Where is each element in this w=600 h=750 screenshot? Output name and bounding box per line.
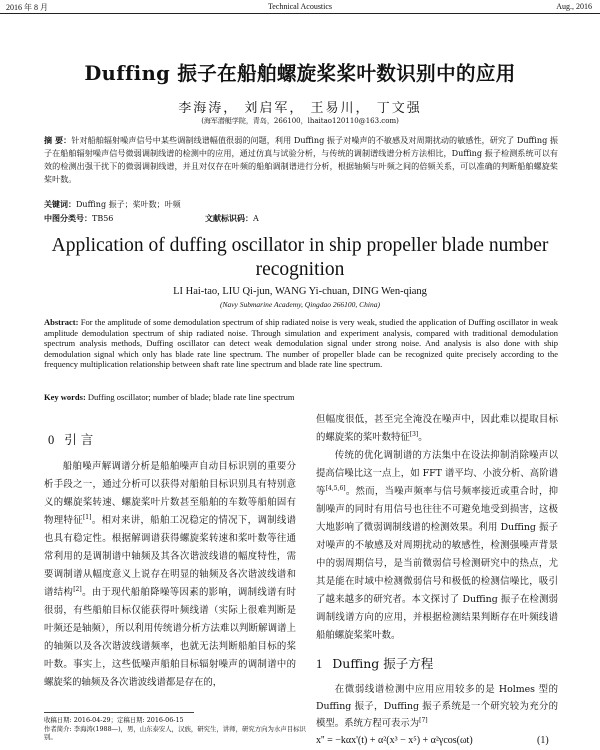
doc-code-cn-text: A [253, 214, 259, 223]
classification-cn-label: 中图分类号： [44, 213, 92, 223]
footnote-author: 作者简介: 李海涛(1988—)，男，山东泰安人，汉族，研究生，讲师，研究方向为水声目标识别。 [44, 724, 306, 742]
intro-ref-2: [2] [73, 585, 82, 593]
keywords-cn-label: 关键词： [44, 199, 76, 209]
intro-text-c: 。由于现代船舶降噪等因素的影响，调制线谱有时很弱，有些船舶目标仅能获得叶频线谱（实际上很难判断是叶频还是轴频），所以利用传统谱分析方法难以判断解调谱上的轴频以及各次谐波线谱频率，也就无法判断船舶目标的桨叶数。事实上，这些低噪声船舶目标辐射噪声的调制谱中的螺旋桨的轴频及各次谐波线谱都是存在的， [44, 587, 296, 688]
affiliation-cn: (海军潜艇学院，青岛，266100，lhaitao120110@163.com) [201, 117, 399, 125]
section-1-number: 1 [316, 657, 323, 671]
duffing-text: 在微弱线谱检测中应用应用较多的是 Holmes 型的 Duffing 振子，Duffing 振子系统是一个研究较为充分的模型。系统方程可表示为 [316, 684, 558, 729]
abstract-cn [44, 134, 558, 186]
title-cn: Duffing 振子在船舶螺旋桨桨叶数识别中的应用 [84, 62, 516, 85]
right-column [316, 411, 558, 645]
keywords-en-text: Duffing oscillator; number of blade; blade rate line spectrum [87, 392, 295, 402]
footnote-rule [44, 712, 194, 713]
section-1-body [316, 681, 558, 732]
intro-text-b: 。相对来讲，船舶工况稳定的情况下，调制线谱也具有稳定性。根据解调谱获得螺旋桨转速和桨叶数等往通常利用的是调制谱中轴频及其各次谐波线谱的幅度特性，需要调制谱从幅度意义上说存在明显的轴频及各次谐波线谱和谱结构 [44, 515, 296, 598]
equation-1: x'' = −kαx'(t) + α²(x³ − x⁵) + α²γcos(ωt) [316, 735, 473, 746]
header-date-en: Aug., 2016 [556, 2, 592, 11]
left-column [44, 458, 296, 692]
affiliation-en: (Navy Submarine Academy, Qingdao 266100, China) [219, 300, 381, 309]
title-en: Application of duffing oscillator in ship propeller blade number recognition [51, 235, 549, 280]
method-text-a: 传统的优化调制谱的方法集中在设法抑制消除噪声以提高信噪比这一点上，如 FFT 谱平均、小波分析、高阶谱等 [316, 450, 558, 497]
doc-code-cn-label: 文献标识码： [205, 213, 253, 223]
abstract-en-label: Abstract: [44, 317, 79, 327]
header-journal: Technical Acoustics [267, 2, 333, 11]
intro-cont-end: 。 [418, 432, 428, 443]
abstract-cn-text: 针对船舶辐射噪声信号中某些调制线谱幅值很弱的问题，利用 Duffing 振子对噪声的不敏感及对周期扰动的敏感性，研究了 Duffing 振子在船舶辐射噪声信号微弱调制线谱的检测中的应用，通过仿真与试验分析，与传统的调制谱线谱分析方法相比，Duffing 振子检测系统可以有效的检测出强干扰下的微弱调制线谱，并且对仅存在叶频的船舶调制谱进行分析，根据轴频与叶频之间的倍频关系，可以准确的判断船舶螺旋桨桨叶数。 [44, 135, 558, 184]
authors-en: LI Hai-tao, LIU Qi-jun, WANG Yi-chuan, DING Wen-qiang [173, 286, 427, 297]
intro-ref-3: [3] [409, 430, 419, 438]
intro-continuation [316, 411, 558, 447]
authors-cn: 李海涛， 刘启军， 王易川， 丁文强 [178, 101, 422, 116]
method-text-b: 。然而，当噪声频率与信号频率接近或重合时，抑制噪声的同时有用信号也往往不可避免地受到损害，这极大地影响了微弱调制线谱的检测效果。利用 Duffing 振子对噪声的不敏感及对周期扰动的敏感性，检测强噪声背景中的弱周期信号，是当前微弱信号检测研究中的热点，尤其是能在时域中检测微弱信号和极低的检测信噪比，吸引了越来越多的研究者。本文探讨了 Duffing 振子在检测弱调制线谱方向的应用，并根据检测结果判断存在叶频线谱船舶螺旋桨桨叶数。 [316, 486, 558, 641]
abstract-en-text: For the amplitude of some demodulation spectrum of ship radiated noise is very weak, studied the application of Duffing oscillator in weak amplitude demodulation spectrum of ship radiated noise. Through simulation and experiment analysis, compared with traditional demodulation spectrum analysis methods, Duffing oscillator can detect weak demodulation signal under strong noise. And analysis is also done with ship demodulation signal which only has blade rate line spectrum. The number of propeller blade can be recognized quite precisely according to the frequency multiplication relationship between shaft rate line spectrum and blade rate line spectrum. [44, 317, 559, 370]
section-0-number: 0 [48, 433, 55, 447]
abstract-en [44, 317, 558, 370]
intro-cont-text: 但幅度很低，甚至完全淹没在噪声中，因此难以提取目标的螺旋桨的桨叶数特征 [316, 414, 558, 443]
keywords-en [44, 392, 295, 402]
intro-paragraph [44, 458, 296, 692]
equation-1-number: (1) [537, 735, 549, 746]
footnote [44, 716, 314, 742]
header-rule [0, 13, 600, 14]
classification-cn-text: TB56 [92, 214, 114, 223]
method-ref: [4,5,6] [325, 484, 346, 492]
keywords-cn-text: Duffing 振子；桨叶数；叶频 [76, 200, 181, 209]
intro-text-a: 船舶噪声解调谱分析是船舶噪声自动目标识别的重要分析手段之一，通过分析可以获得对船舶目标识别具有特别意义的螺旋桨转速、螺旋桨叶片数甚至船舶的车数等船舶固有物理特征 [44, 461, 296, 526]
section-0-title: 引 言 [64, 432, 94, 447]
duffing-ref: [7] [419, 716, 428, 724]
section-1-heading [316, 654, 433, 672]
method-paragraph [316, 447, 558, 645]
abstract-cn-label: 摘 要： [44, 135, 72, 145]
section-0-heading [48, 430, 93, 448]
section-1-title: Duffing 振子方程 [332, 656, 434, 671]
keywords-en-label: Key words: [44, 392, 86, 402]
footnote-received: 收稿日期: 2016-04-29；定稿日期: 2016-06-15 [44, 716, 184, 724]
running-header [0, 0, 600, 14]
doc-code-cn [205, 213, 259, 224]
duffing-paragraph [316, 681, 558, 732]
intro-ref-1: [1] [82, 513, 92, 521]
keywords-cn [44, 199, 181, 210]
classification-cn [44, 213, 113, 224]
header-date: 2016 年 8 月 [6, 3, 48, 12]
